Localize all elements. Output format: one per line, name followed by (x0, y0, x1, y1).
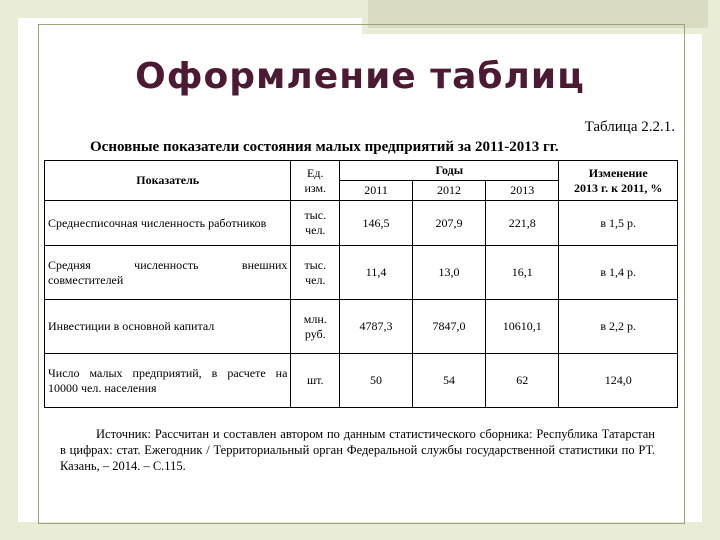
header-unit-line2: изм. (304, 180, 327, 195)
row-value-2012: 207,9 (413, 201, 486, 246)
header-year-2012: 2012 (413, 181, 486, 201)
header-change-line1: Изменение (588, 165, 648, 180)
row-value-2013: 16,1 (485, 246, 559, 300)
row-value-2011: 146,5 (340, 201, 413, 246)
row-indicator-line1: Число малых предприятий, в расчете на (48, 365, 288, 380)
row-unit-line1: тыс. (304, 208, 327, 222)
header-unit-line1: Ед. (307, 165, 324, 180)
header-change (559, 161, 678, 201)
row-value-2011: 50 (340, 354, 413, 408)
row-value-2012: 7847,0 (413, 300, 486, 354)
table-row (45, 201, 678, 246)
row-indicator-line1: Средняя численность внешних (48, 257, 288, 272)
row-indicator: Среднесписочная численность работников (45, 201, 291, 246)
row-unit-line1: млн. (303, 311, 327, 326)
row-unit (291, 201, 340, 246)
row-value-2013: 221,8 (485, 201, 559, 246)
table-row (45, 246, 678, 300)
row-unit-line1: тыс. (304, 257, 327, 272)
row-indicator: Инвестиции в основной капитал (45, 300, 291, 354)
source-note: Источник: Рассчитан и составлен автором по данным статистического сборника: Республика Татарстан в цифрах: стат. Ежегодник / Территориальный орган Федеральной службы государственной статистики по РТ. Казань, – 2014. – С.115. (60, 427, 655, 473)
row-indicator-line2: совместителей (48, 272, 124, 287)
row-unit-line2: чел. (305, 272, 326, 287)
header-unit (291, 161, 340, 201)
table-row (45, 354, 678, 408)
row-value-2011: 11,4 (340, 246, 413, 300)
table-header-row (45, 161, 678, 181)
row-change: в 2,2 р. (559, 300, 678, 354)
row-unit-line2: чел. (305, 223, 326, 237)
row-value-2013: 10610,1 (485, 300, 559, 354)
row-change: 124,0 (559, 354, 678, 408)
row-unit-line1: шт. (306, 373, 324, 387)
row-unit (291, 354, 340, 408)
row-indicator (45, 246, 291, 300)
row-indicator-line2: 10000 чел. населения (48, 380, 157, 395)
row-value-2013: 62 (485, 354, 559, 408)
header-year-2013: 2013 (485, 181, 559, 201)
row-value-2011: 4787,3 (340, 300, 413, 354)
row-indicator (45, 354, 291, 408)
row-change: в 1,5 р. (559, 201, 678, 246)
row-unit (291, 246, 340, 300)
row-value-2012: 13,0 (413, 246, 486, 300)
header-change-line2: 2013 г. к 2011, % (574, 180, 663, 195)
row-unit (291, 300, 340, 354)
indicators-table (44, 160, 678, 408)
table-number: Таблица 2.2.1. (584, 119, 675, 135)
header-years: Годы (340, 161, 559, 181)
row-value-2012: 54 (413, 354, 486, 408)
slide-title: Оформление таблиц (135, 56, 585, 97)
table-row (45, 300, 678, 354)
table-caption: Основные показатели состояния малых предприятий за 2011-2013 гг. (90, 139, 559, 155)
row-unit-line2: руб. (304, 326, 326, 341)
row-change: в 1,4 р. (559, 246, 678, 300)
header-indicator: Показатель (45, 161, 291, 201)
header-year-2011: 2011 (340, 181, 413, 201)
